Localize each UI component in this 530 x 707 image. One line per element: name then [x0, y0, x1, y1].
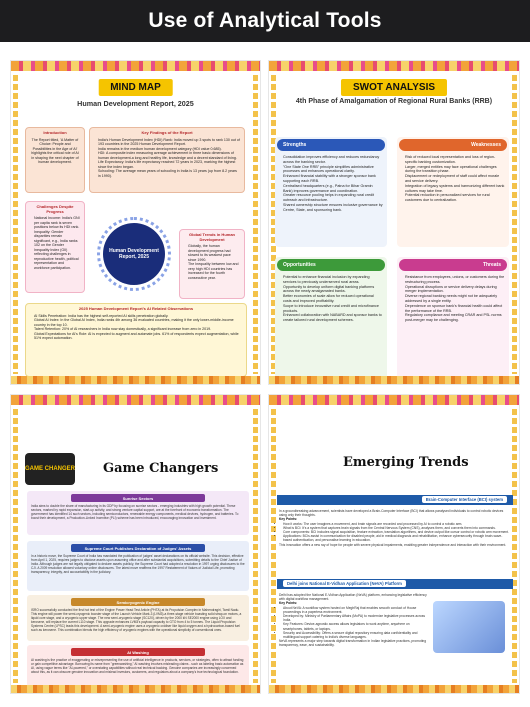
- neva-outro: NeVA represents a major step towards digital transformation in Indian legislative practices, promoting transparency, ease, and sustainability.: [279, 639, 427, 648]
- neva-point: • Key Features: Device-agnostic access allows legislators to work anytime, anywhere on smartphones, tablets, or laptops.: [283, 622, 429, 630]
- strength-item: • Enhanced financial stability with a stronger sponsor bank supporting each RRB.: [283, 174, 383, 184]
- global-trend-item: • Globally, the human development progress had slowed to its weakest pace since 1990.: [188, 244, 240, 262]
- page-title: Use of Analytical Tools: [148, 9, 382, 32]
- key-findings-box: [89, 127, 245, 193]
- neva-section-bar: [277, 579, 513, 589]
- mind-map-subtitle: Human Development Report, 2025: [77, 99, 194, 108]
- bci-outro: This innovation offers a new ray of hope for people with severe physical impairments, enabling greater independence and interaction with their environment.: [279, 542, 507, 547]
- threat-item: • Operational disruptions or service delivery delays during merger implementation.: [405, 285, 505, 295]
- bci-section-text: [279, 509, 511, 547]
- weakness-item: • Potential reduction in personalized services for rural customers due to centralization.: [405, 193, 505, 203]
- decorative-border-right: [512, 409, 517, 683]
- opportunity-item: • Enhanced collaboration with NABARD and sponsor banks to create tailored rural development schemes.: [283, 313, 383, 323]
- game-changers-panel: [10, 394, 261, 694]
- key-finding-item: • HDI: A composite index measuring average achievement in three basic dimensions of human development-a long and healthy life, knowledge and a decent standard of living.: [98, 151, 240, 160]
- decorative-border-right: [253, 409, 258, 683]
- card-text: In a historic move, the Supreme Court of India has mandated the publication of judges' asset declarations on its official website. This decision, effective from April 1, 2025, requires judges to disclose assets upon assuming office and after substantial acquisitions, submitting details to the Chief Justice of India. Although judges are not legally obligated to declare assets publicly, the Supreme Court had adopted a resolution in 1997 urging disclosures to the CJI. A 2009 resolution allowed voluntary online disclosures. The latest move reaffirms the 1997 Restatement of Values of Judicial Life, promoting transparency, integrity, and accountability in the judiciary.: [31, 554, 245, 574]
- weaknesses-title: Weaknesses: [471, 142, 501, 148]
- game-changer-card: [27, 595, 249, 641]
- emerging-trends-panel: [268, 394, 520, 694]
- legislature-illustration: [433, 601, 505, 653]
- opportunities-header: [277, 259, 385, 271]
- threats-title: Threats: [482, 262, 501, 268]
- strengths-title: Strengths: [283, 142, 307, 148]
- mind-map-panel: [10, 60, 261, 385]
- emerging-trends-title: Emerging Trends: [343, 455, 469, 470]
- bci-section-label: Brain-Computer Interface (BCI) system: [422, 496, 507, 503]
- bci-point: • How it works: The user imagines a movement, and brain signals are recorded and processed by AI to control a robotic arm.: [283, 522, 511, 526]
- intro-text: The Report titled, 'A Matter of Choice: People and Possibilities in the Age of AI' highlights the critical role of AI in shaping the next chapter of human development.: [31, 137, 79, 164]
- strength-item: • Greater resource pooling helps in expanding rural credit outreach and infrastructure.: [283, 193, 383, 203]
- ai-observations-box: [25, 303, 247, 377]
- global-trends-title: Global Trends in Human Development: [188, 232, 235, 242]
- threat-item: • Diverse regional banking needs might not be adequately addressed by a single entity.: [405, 294, 505, 304]
- card-title: Semicryogenic Engine: [71, 598, 204, 606]
- decorative-border-bottom: [269, 376, 519, 384]
- decorative-border-top: [269, 395, 519, 405]
- game-changer-logo: GAME CHANGER: [25, 453, 75, 485]
- ai-observation-item: • Talent Retention: 20% of AI researchers in India now stay domestically, a significant increase from zero in 2019.: [34, 327, 242, 332]
- challenges-box: [25, 201, 85, 293]
- game-changer-card: [27, 645, 249, 687]
- strengths-quadrant: [275, 137, 387, 247]
- key-finding-item: • Life Expectancy: India's life expectancy reached 72 years in 2023, marking the highest since the index began.: [98, 160, 240, 169]
- strength-item: • Consolidation improves efficiency and reduces redundancy across the banking sector.: [283, 155, 383, 165]
- key-findings-title: Key Findings of the Report: [141, 130, 193, 135]
- decorative-border-bottom: [269, 685, 519, 693]
- decorative-border-bottom: [11, 376, 260, 384]
- neva-point: • Security and Accessibility: Offers a secure digital repository ensuring data confidentiality and multilingual support catering to India's diverse languages.: [283, 631, 429, 639]
- strengths-header: [277, 139, 385, 151]
- swot-subtitle: 4th Phase of Amalgamation of Regional Rural Banks (RRB): [295, 98, 493, 105]
- challenges-title: Challenges Despite Progress: [36, 204, 74, 214]
- opportunities-title: Opportunities: [283, 262, 316, 268]
- decorative-border-right: [253, 75, 258, 374]
- neva-section-label: Delhi joins National E-Vidhan Application (NeVA) Platform: [283, 580, 406, 587]
- bci-point: • What is BCI: It's a system that captures brain signals from the Central Nervous System (CNS), analyses them, and converts them into commands.: [283, 526, 511, 530]
- ai-observation-item: • Global Expectations for AI's Role: AI is expected to augment and automate jobs. 61% of respondents expect augmentation, while 51% expect automation.: [34, 332, 242, 341]
- intro-box: [25, 127, 85, 193]
- mind-map-tag: MIND MAP: [98, 79, 173, 96]
- decorative-border-left: [13, 409, 18, 683]
- card-title: Supreme Court Publishes Declaration of Judges' Assets: [71, 544, 204, 552]
- opportunities-quadrant: [275, 257, 387, 379]
- neva-point: • Developed by: Ministry of Parliamentary Affairs (MoPA) to modernize legislative processes across India.: [283, 614, 429, 622]
- card-text: ISRO successfully conducted the first hot test of the Engine Power Head Test Article (PHTA) at its Propulsion Complex in Mahendragiri, Tamil Nadu. This engine will power the semi-cryogenic booster stage of the Launch Vehicle Mark-3 (LVM3)-a three-stage vehicle boasting solid strap-on motors, a liquid core stage, and a cryogenic upper stage. The new semi-cryogenic stage (SC120), driven by the 2000 kN SE2000 engine using LOX and kerosene, will replace the current L110 stage. This upgrade enhances LVM3's payload capacity to GTO from 4 to 5 tonnes. The Liquid Propulsion Systems Centre (LPSC) leads this development. A semi-cryogenic engine uses a cryogenic oxidiser like liquid oxygen and a hydrocarbon-based fuel such as kerosene. This combination blends the high efficiency of cryogenic engines with the operational simplicity of conventional ones.: [31, 608, 242, 632]
- ai-observations-title: 2025 Human Development Report's AI Related Observations: [78, 306, 194, 311]
- swot-panel: [268, 60, 520, 385]
- swot-tag: SWOT ANALYSIS: [341, 79, 447, 96]
- card-title: AI Washing: [71, 648, 204, 656]
- card-text: India aims to double the share of manufacturing in its GDP by focusing on sunrise sectors - emerging industries with high growth potential. These sectors, marked by rapid expansion, start-up activity, and strong venture capital support, are at the forefront of economic transformation. The government has identified 14 such sectors, including semiconductors, renewable energy components, medical devices, hydrogen, and batteries. To boost their development, a Production-Linked Incentive (PLI) scheme has been introduced, encouraging innovation and investment.: [31, 504, 239, 520]
- strength-item: • "One State One RRB" principle simplifies administrative processes and enhances operational clarity.: [283, 165, 383, 175]
- game-changer-card: [27, 491, 249, 535]
- threats-quadrant: [397, 257, 509, 379]
- bci-intro: In a groundbreaking advancement, scientists have developed a Brain-Computer Interface (BCI) that allows paralysed individuals to control robotic devices using only their thoughts.: [279, 509, 504, 518]
- opportunity-item: • Potential to enhance financial inclusion by expanding services to previously underserved rural areas.: [283, 275, 383, 285]
- threats-header: [399, 259, 507, 271]
- decorative-border-right: [512, 75, 517, 374]
- challenge-item: • Inequality: Gender disparities remain significant, e.g., India ranks 102 on the Gender Inequality Index (GII) reflecting challenges in reproductive health, political representation and workforce participation.: [34, 230, 80, 271]
- weakness-item: • Risk of reduced local representation and loss of region-specific banking customization.: [405, 155, 505, 165]
- decorative-border-left: [13, 75, 18, 374]
- threat-item: • Regulatory compliance and meeting CRAR and PSL norms post-merger may be challenging.: [405, 313, 505, 323]
- global-trends-box: [179, 229, 245, 299]
- global-trend-item: • The Inequality between low and very high HDI countries has increased for the fourth consecutive year.: [188, 262, 240, 280]
- key-finding-item: • Schooling: The average mean years of schooling in India is 13 years (up from 8.2 years in 1990).: [98, 169, 240, 178]
- game-changer-card: [27, 541, 249, 591]
- key-finding-item: • India remains in the medium human development category (HDI value 0.685).: [98, 147, 240, 152]
- weakness-item: • Displacement or redeployment of staff could affect morale and service delivery.: [405, 174, 505, 184]
- page-banner: [0, 0, 530, 42]
- threat-item: • Dependence on sponsor bank's financial health could affect the performance of the RRB.: [405, 304, 505, 314]
- card-title: Sunrise Sectors: [71, 494, 204, 502]
- neva-intro: Delhi has adopted the National E-Vidhan Application (NeVA) platform, enhancing legislative efficiency with digital workflow management.: [279, 593, 427, 602]
- ai-observation-item: • Global AI Index: In the Global AI Index, India ranks 4th among 36 evaluated countries, making it the only lower-middle-income country in the top 10.: [34, 318, 242, 327]
- strength-item: • Centralised headquarters (e.g., Patna for Bihar Gramin Bank) improves governance and coordination.: [283, 184, 383, 194]
- neva-key-points-label: Key Points:: [279, 601, 298, 606]
- decorative-border-top: [11, 61, 260, 71]
- weakness-item: • Integration of legacy systems and harmonizing different bank cultures may take time.: [405, 184, 505, 194]
- bci-section-bar: [277, 495, 513, 505]
- decorative-border-bottom: [11, 685, 260, 693]
- game-changers-title: Game Changers: [103, 461, 219, 476]
- strength-item: • Shared ownership structure ensures inclusive governance by Centre, State, and sponsoring bank.: [283, 203, 383, 213]
- ai-observation-item: • AI Skills Penetration: India has the highest self-reported AI skills penetration globally.: [34, 314, 242, 319]
- weaknesses-header: [399, 139, 507, 151]
- card-text: AI washing is the practice of exaggerating or misrepresenting the use of artificial intelligence in products, services, or strategies, often to attract funding or gain competitive advantage. Borrowing its name from "greenwashing," AI washing involves misleading claims - such as labeling basic automation as AI, using vague terms like "AI-powered," or overstating capabilities without real technical backing. Genuine companies are increasingly concerned about this, as it can obscure genuine innovation and mislead investors, customers, and regulators about a company's true technological foundation.: [31, 658, 244, 674]
- decorative-border-top: [269, 61, 519, 71]
- mind-map-hub: Human Development Report, 2025: [103, 223, 165, 285]
- opportunity-item: • Scope to introduce innovative rural credit and microfinance products.: [283, 304, 383, 314]
- bci-point: • Applications: BCIs assist in communication for disabled people, aid in medical diagnosis and rehabilitation, enhance cybersecurity through brain-wave-based authentication, and personalise learning in education.: [283, 534, 511, 542]
- neva-point: • About NeVA: A workflow system hosted on MeghRaj that enables smooth conduct of House proceedings in a paperless environment.: [283, 606, 429, 614]
- bci-key-points-label: Key Points:: [279, 517, 298, 522]
- challenge-item: • National Income: India's GNI per capita rank is seven positions below its HDI rank.: [34, 216, 80, 230]
- weaknesses-quadrant: [397, 137, 509, 247]
- weakness-item: • Larger, merged entities may face operational challenges during the transition phase.: [405, 165, 505, 175]
- opportunity-item: • Better economies of scale allow for reduced operational costs and improved profitability.: [283, 294, 383, 304]
- neva-section-text: [279, 593, 429, 648]
- key-finding-item: • India's Human Development Index (HDI) Rank: India moved up 3 spots to rank 130 out of 193 countries in the 2025 Human Development Report.: [98, 138, 240, 147]
- decorative-border-top: [11, 395, 260, 405]
- opportunity-item: • Opportunity to develop uniform digital banking platforms across the newly amalgamated banks.: [283, 285, 383, 295]
- decorative-border-left: [271, 409, 276, 683]
- threat-item: • Resistance from employees, unions, or customers during the restructuring process.: [405, 275, 505, 285]
- bci-point: • Core components: BCI includes signal acquisition, feature extraction, translation algorithms, and device output like cursor control or robotic arm movement.: [283, 530, 511, 534]
- intro-title: Introduction: [43, 130, 67, 135]
